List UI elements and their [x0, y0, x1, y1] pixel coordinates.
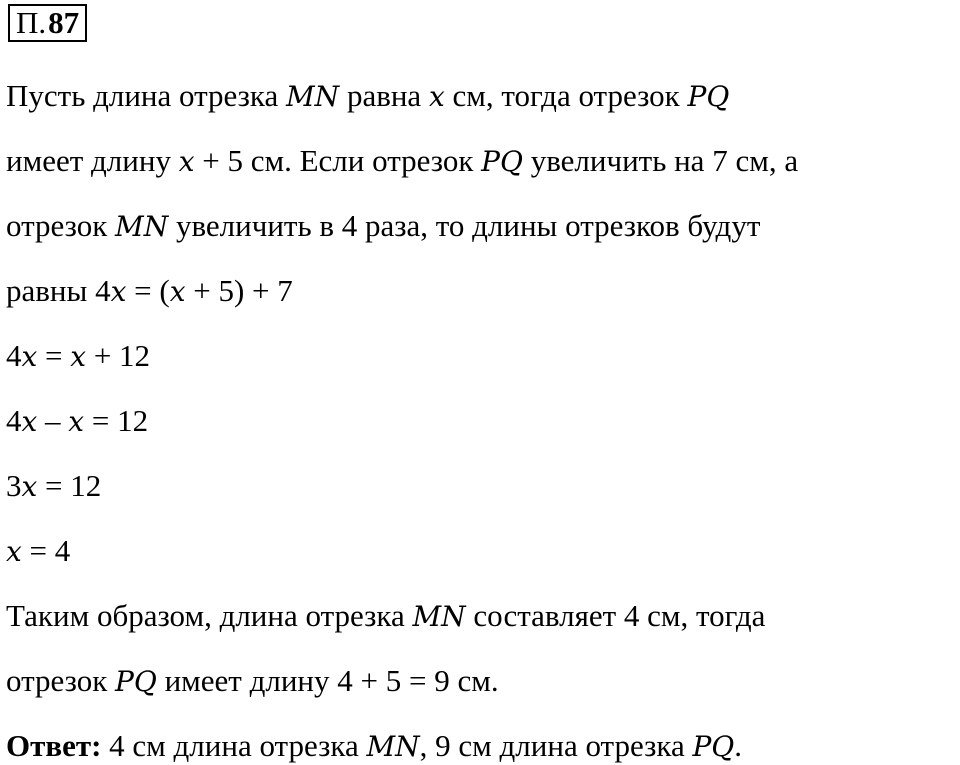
text-segment: Таким образом, длина отрезка [6, 598, 413, 633]
text-line-3 [6, 208, 760, 245]
text-segment: 4 см длина отрезка [101, 728, 367, 763]
text-segment: увеличить на 7 см, а [522, 143, 799, 178]
text-segment: + 5) + 7 [185, 273, 293, 308]
text-line-4 [6, 273, 293, 310]
math-variable: MN [286, 80, 340, 113]
math-variable: x [6, 535, 22, 568]
math-variable: x [169, 275, 186, 308]
math-variable: PQ [115, 665, 157, 698]
math-variable: MN [412, 600, 466, 633]
problem-prefix: П. [16, 5, 47, 40]
problem-number-box [8, 4, 87, 42]
math-variable: x [68, 405, 85, 438]
equation-line-2 [6, 403, 148, 440]
text-segment: , 9 см длина отрезка [419, 728, 693, 763]
text-segment: . [734, 728, 742, 763]
math-variable: MN [366, 730, 420, 763]
text-segment: имеет длину [6, 143, 179, 178]
math-variable: PQ [692, 730, 735, 763]
equation-line-4 [6, 533, 70, 570]
text-segment: 4 [6, 338, 22, 373]
math-variable: PQ [481, 145, 523, 178]
text-segment: = [37, 338, 71, 373]
math-variable: x [178, 145, 195, 178]
problem-number: 87 [48, 5, 80, 40]
text-segment: имеет длину 4 + 5 = 9 см. [156, 663, 499, 698]
math-variable: x [21, 405, 38, 438]
text-segment: 4 [6, 403, 22, 438]
text-segment: – [37, 403, 69, 438]
text-segment: отрезок [6, 663, 116, 698]
text-segment: см, тогда отрезок [444, 78, 688, 113]
equation-line-3 [6, 468, 101, 505]
text-line-1 [6, 78, 729, 115]
math-variable: x [428, 80, 445, 113]
text-segment: равны 4 [6, 273, 111, 308]
math-variable: x [21, 470, 38, 503]
text-segment: = 4 [21, 533, 71, 568]
text-segment: = 12 [84, 403, 149, 438]
text-segment: = 12 [37, 468, 102, 503]
text-segment: + 5 см. Если отрезок [194, 143, 482, 178]
math-variable: MN [115, 210, 169, 243]
text-segment: 3 [6, 468, 22, 503]
text-segment: Пусть длина отрезка [6, 78, 287, 113]
text-line-2 [6, 143, 798, 180]
equation-line-1 [6, 338, 150, 375]
math-variable: PQ [687, 80, 730, 113]
math-variable: x [21, 340, 38, 373]
text-segment: равна [339, 78, 429, 113]
text-segment: составляет 4 см, тогда [465, 598, 766, 633]
math-variable: x [110, 275, 127, 308]
answer-line [6, 728, 742, 765]
conclusion-line-2 [6, 663, 499, 700]
math-variable: x [70, 340, 87, 373]
answer-label: Ответ: [6, 728, 102, 763]
text-segment: увеличить в 4 раза, то длины отрезков будут [168, 208, 761, 243]
conclusion-line-1 [6, 598, 765, 635]
text-segment: отрезок [6, 208, 116, 243]
text-segment: = ( [126, 273, 170, 308]
text-segment: + 12 [86, 338, 151, 373]
